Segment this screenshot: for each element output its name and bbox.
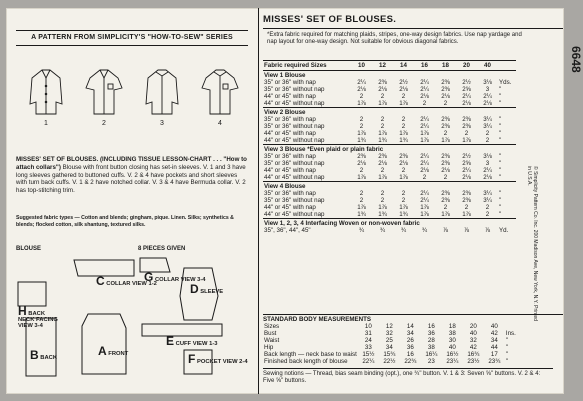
cell-value: 1¾ bbox=[378, 137, 387, 144]
cell-value: ¾ bbox=[400, 227, 407, 234]
view-drawings bbox=[16, 58, 248, 138]
row-label: 44" or 45" without nap bbox=[264, 174, 325, 181]
view-2-drawing bbox=[86, 70, 122, 114]
cell-value: 31 bbox=[364, 330, 372, 337]
row-label: Sizes bbox=[264, 323, 280, 330]
yardage-row bbox=[263, 130, 516, 137]
cell-value: 2 bbox=[359, 116, 364, 123]
cell-value: 1⅞ bbox=[441, 137, 450, 144]
row-unit: " bbox=[505, 351, 509, 358]
section-title-row bbox=[263, 145, 516, 154]
row-label: 35" or 36" with nap bbox=[264, 116, 316, 123]
measurement-row bbox=[263, 330, 523, 337]
yardage-row bbox=[263, 160, 516, 167]
cell-value: 34 bbox=[490, 337, 498, 344]
cell-value: 10 bbox=[351, 61, 372, 71]
view-number-3: 3 bbox=[160, 120, 164, 127]
yardage-body bbox=[263, 61, 516, 235]
cell-value: 3¼ bbox=[483, 190, 492, 197]
row-unit: " bbox=[499, 197, 502, 204]
row-label: 35" or 36" with nap bbox=[264, 190, 316, 197]
cell-value: 2 bbox=[443, 174, 448, 181]
row-label: Back length — neck base to waist bbox=[264, 351, 357, 358]
cell-value: 40 bbox=[469, 330, 477, 337]
cell-value: 3⅛ bbox=[483, 153, 492, 160]
cell-value: 2 bbox=[485, 130, 490, 137]
pattern-pieces bbox=[16, 256, 248, 392]
cell-value: 36 bbox=[406, 344, 414, 351]
description-lead: MISSES' SET OF BLOUSES. bbox=[16, 156, 99, 163]
standard-measurements bbox=[263, 314, 563, 365]
cell-value: 2⅛ bbox=[378, 86, 387, 93]
cell-value: 2 bbox=[359, 167, 364, 174]
pattern-number: 6648 bbox=[569, 46, 583, 73]
cell-value: 2⅛ bbox=[441, 167, 450, 174]
yardage-row bbox=[263, 167, 516, 174]
cell-value: 24 bbox=[364, 337, 372, 344]
piece-a-label: A FRONT bbox=[98, 344, 129, 358]
row-unit bbox=[498, 61, 516, 71]
row-unit bbox=[505, 323, 523, 330]
cell-value: 16½ bbox=[446, 351, 459, 358]
row-unit: " bbox=[499, 190, 502, 197]
view-4-drawing bbox=[202, 70, 238, 114]
row-label: Finished back length of blouse bbox=[264, 358, 348, 365]
yardage-row bbox=[263, 174, 516, 182]
cell-value: 2 bbox=[401, 190, 406, 197]
cell-value: 2¼ bbox=[420, 160, 429, 167]
cell-value: 2¼ bbox=[420, 190, 429, 197]
cell-value: 1⅞ bbox=[420, 130, 429, 137]
cell-value: 3⅛ bbox=[483, 79, 492, 86]
row-unit: Yds. bbox=[499, 79, 512, 86]
cell-value: ¾ bbox=[379, 227, 386, 234]
cell-value: 16¾ bbox=[467, 351, 480, 358]
cell-value: 2¼ bbox=[420, 116, 429, 123]
row-unit: " bbox=[505, 337, 509, 344]
yardage-row bbox=[263, 116, 516, 123]
cell-value: 1⅞ bbox=[399, 204, 408, 211]
cell-value: 17 bbox=[490, 351, 498, 358]
row-unit: " bbox=[499, 123, 502, 130]
cell-value: 2 bbox=[359, 197, 364, 204]
yardage-table bbox=[263, 60, 516, 234]
cell-value: 2 bbox=[485, 211, 490, 218]
cell-value: 1⅞ bbox=[357, 100, 366, 107]
row-unit: " bbox=[499, 116, 502, 123]
cell-value: 12 bbox=[372, 61, 393, 71]
cell-value: 2½ bbox=[462, 153, 471, 160]
cell-value: 3 bbox=[485, 160, 490, 167]
cell-value: 2 bbox=[401, 93, 406, 100]
cell-value: 2⅜ bbox=[441, 79, 450, 86]
cell-value: 2⅛ bbox=[399, 86, 408, 93]
view-number-1: 1 bbox=[44, 120, 48, 127]
cell-value: 3¼ bbox=[483, 116, 492, 123]
row-label: Waist bbox=[264, 337, 280, 344]
cell-value: 1⅞ bbox=[441, 211, 450, 218]
cell-value: 2⅜ bbox=[441, 197, 450, 204]
measurement-row bbox=[263, 323, 523, 330]
measurement-row bbox=[263, 337, 523, 344]
fabric-note: *Extra fabric required for matching plaids, stripes, one-way design fabrics. Use nap yardage and nap layout for one-way design. Not suitable for obvious diagonal fabrics. bbox=[267, 32, 522, 45]
yardage-row bbox=[263, 79, 516, 86]
cell-value: 15¾ bbox=[383, 351, 396, 358]
cell-value: 2⅜ bbox=[399, 153, 408, 160]
yardage-row bbox=[263, 123, 516, 130]
cell-value: 2 bbox=[359, 93, 364, 100]
cell-value: 34 bbox=[406, 330, 414, 337]
row-label: 44" or 45" without nap bbox=[264, 100, 325, 107]
cell-value: 2¼ bbox=[420, 86, 429, 93]
yardage-header-row bbox=[263, 61, 516, 71]
cell-value: 1⅞ bbox=[357, 174, 366, 181]
cell-value: 2¼ bbox=[420, 79, 429, 86]
cell-value: 1⅞ bbox=[399, 100, 408, 107]
pieces-heading bbox=[16, 246, 248, 252]
cell-value: 1⅞ bbox=[378, 204, 387, 211]
cell-value: 2 bbox=[380, 116, 385, 123]
row-label: 35" or 36" without nap bbox=[264, 160, 325, 167]
cell-value: 23½ bbox=[467, 358, 480, 365]
piece-h-label: H BACK NECK FACING VIEW 3-4 bbox=[18, 304, 58, 329]
cell-value: 2 bbox=[443, 100, 448, 107]
row-unit: " bbox=[499, 160, 502, 167]
cell-value: 33 bbox=[364, 344, 372, 351]
measurement-row bbox=[263, 344, 523, 351]
pieces-title: BLOUSE bbox=[16, 246, 42, 252]
row-unit: " bbox=[499, 174, 502, 181]
cell-value: 2⅝ bbox=[462, 160, 471, 167]
cell-value: 2⅛ bbox=[357, 160, 366, 167]
row-label: 44" or 45" with nap bbox=[264, 93, 316, 100]
row-unit: Ins. bbox=[505, 330, 516, 337]
cell-value: 38 bbox=[448, 330, 456, 337]
cell-value: 1⅞ bbox=[420, 204, 429, 211]
cell-value: 2⅛ bbox=[483, 100, 492, 107]
cell-value: 40 bbox=[477, 61, 498, 71]
cell-value: 2 bbox=[464, 130, 469, 137]
cell-value: 2 bbox=[401, 167, 406, 174]
cell-value: 1⅞ bbox=[420, 211, 429, 218]
row-label: 44" or 45" without nap bbox=[264, 211, 325, 218]
cell-value: 2⅛ bbox=[399, 160, 408, 167]
row-label: Fabric required Sizes bbox=[263, 61, 351, 71]
cell-value: 42 bbox=[490, 330, 498, 337]
pattern-envelope-back bbox=[6, 8, 583, 394]
cell-value: 2 bbox=[485, 204, 490, 211]
yardage-row bbox=[263, 100, 516, 108]
cell-value: 42 bbox=[469, 344, 477, 351]
suggested-fabrics: Suggested fabric types — Cotton and blends; gingham, pique. Linen. Silks; synthetics & blends; flocked cotton, silk shantung, textured silks. bbox=[16, 215, 234, 228]
cell-value: 2¼ bbox=[462, 167, 471, 174]
cell-value: 20 bbox=[469, 323, 477, 330]
cell-value: 1⅞ bbox=[357, 130, 366, 137]
cell-value: 18 bbox=[435, 61, 456, 71]
piece-f-label: F POCKET VIEW 2-4 bbox=[188, 352, 248, 366]
cell-value: 2¼ bbox=[357, 79, 366, 86]
cell-value: 15½ bbox=[362, 351, 375, 358]
section-title-row bbox=[263, 71, 516, 80]
cell-value: 3¼ bbox=[483, 123, 492, 130]
piece-d-label: D SLEEVE bbox=[190, 282, 224, 296]
cell-value: 2 bbox=[380, 197, 385, 204]
cell-value: 2¼ bbox=[420, 153, 429, 160]
yardage-row bbox=[263, 190, 516, 197]
cell-value: 2⅜ bbox=[441, 116, 450, 123]
cell-value: 2 bbox=[464, 204, 469, 211]
cell-value: 23 bbox=[427, 358, 435, 365]
cell-value: 2⅜ bbox=[378, 79, 387, 86]
cell-value: 2⅜ bbox=[441, 153, 450, 160]
description-text: Blouse with front button closing has set-in sleeves. V. 1 and 3 have long sleeves gathered to buttoned cuffs. V. 2 & 4 have pockets and short sleeves with turn back cuffs. V. 1 & 2 have notched collar. V. 3 & 4 have Bermuda collar. V. 2 has top-stitching trim. bbox=[16, 163, 246, 195]
cell-value: 18 bbox=[448, 323, 456, 330]
cell-value: 2 bbox=[443, 130, 448, 137]
cell-value: 26 bbox=[406, 337, 414, 344]
cell-value: 2⅛ bbox=[462, 100, 471, 107]
cell-value: 2 bbox=[380, 190, 385, 197]
cell-value: 2 bbox=[380, 123, 385, 130]
right-panel bbox=[258, 8, 583, 394]
cell-value: 2½ bbox=[399, 79, 408, 86]
cell-value: 2⅜ bbox=[441, 86, 450, 93]
cell-value: 2⅛ bbox=[420, 93, 429, 100]
row-unit: " bbox=[499, 86, 502, 93]
cell-value: 2¼ bbox=[483, 93, 492, 100]
row-label: 44" or 45" with nap bbox=[264, 167, 316, 174]
cell-value: 22¾ bbox=[404, 358, 417, 365]
cell-value: 1¾ bbox=[357, 137, 366, 144]
cell-value: ⅞ bbox=[442, 227, 449, 234]
cell-value: 2⅛ bbox=[483, 174, 492, 181]
row-unit: " bbox=[499, 204, 502, 211]
cell-value: 28 bbox=[427, 337, 435, 344]
cell-value: 3 bbox=[485, 86, 490, 93]
row-unit: " bbox=[505, 344, 509, 351]
cell-value: 1⅞ bbox=[378, 174, 387, 181]
cell-value: 32 bbox=[469, 337, 477, 344]
cell-value: 20 bbox=[456, 61, 477, 71]
cell-value: 2⅜ bbox=[462, 116, 471, 123]
measurements-table bbox=[263, 323, 523, 365]
cell-value: ¾ bbox=[421, 227, 428, 234]
yardage-row bbox=[263, 137, 516, 145]
view-number-4: 4 bbox=[218, 120, 222, 127]
cell-value: 2 bbox=[422, 174, 427, 181]
cell-value: 2½ bbox=[462, 79, 471, 86]
cell-value: 2 bbox=[443, 204, 448, 211]
row-label: 35" or 36" without nap bbox=[264, 123, 325, 130]
cell-value: 10 bbox=[364, 323, 372, 330]
cell-value: 2¼ bbox=[462, 93, 471, 100]
cell-value: 2 bbox=[380, 93, 385, 100]
cell-value: 1⅞ bbox=[378, 100, 387, 107]
yardage-row bbox=[263, 197, 516, 204]
cell-value: 2 bbox=[422, 100, 427, 107]
cell-value: 2¼ bbox=[420, 197, 429, 204]
left-panel bbox=[6, 8, 258, 394]
cell-value: 36 bbox=[427, 330, 435, 337]
row-label: 35" or 36" with nap bbox=[264, 79, 316, 86]
cell-value: 2 bbox=[401, 123, 406, 130]
row-label: 35", 36", 44", 45" bbox=[264, 227, 311, 234]
cell-value: 44 bbox=[490, 344, 498, 351]
cell-value: 2⅛ bbox=[462, 174, 471, 181]
row-unit: " bbox=[505, 358, 509, 365]
section-title: View 3 Blouse *Even plaid or plain fabric bbox=[263, 145, 516, 154]
row-unit: " bbox=[499, 153, 502, 160]
series-header: A PATTERN FROM SIMPLICITY'S "HOW-TO-SEW" SERIES bbox=[16, 30, 248, 46]
measurement-row bbox=[263, 351, 523, 358]
piece-g-label: G COLLAR VIEW 3-4 bbox=[144, 270, 206, 284]
cell-value: 1¾ bbox=[357, 211, 366, 218]
cell-value: 1⅞ bbox=[399, 130, 408, 137]
cell-value: 12 bbox=[385, 323, 393, 330]
cell-value: 2⅜ bbox=[357, 153, 366, 160]
cell-value: 2⅝ bbox=[462, 86, 471, 93]
cell-value: 14 bbox=[393, 61, 414, 71]
cell-value: 2 bbox=[359, 190, 364, 197]
row-label: 44" or 45" with nap bbox=[264, 130, 316, 137]
section-title-row bbox=[263, 182, 516, 191]
cell-value: 1⅞ bbox=[420, 137, 429, 144]
copyright-line: © Simplicity Pattern Co. Inc. 200 Madison Ave, New York, N.Y. Printed in U.S.A. bbox=[526, 166, 538, 321]
measurement-row bbox=[263, 358, 523, 365]
cell-value: 1⅞ bbox=[378, 130, 387, 137]
cell-value: 25 bbox=[385, 337, 393, 344]
row-label: 44" or 45" with nap bbox=[264, 204, 316, 211]
cell-value: 2⅛ bbox=[357, 86, 366, 93]
row-label: Hip bbox=[264, 344, 274, 351]
section-title: View 4 Blouse bbox=[263, 182, 516, 191]
cell-value: 22½ bbox=[383, 358, 396, 365]
cell-value: 3¼ bbox=[483, 197, 492, 204]
interfacing-row bbox=[263, 227, 516, 234]
cell-value: 1¾ bbox=[399, 211, 408, 218]
row-label: Bust bbox=[264, 330, 277, 337]
cell-value: 23¼ bbox=[446, 358, 459, 365]
row-unit: " bbox=[499, 100, 502, 107]
cell-value: 1⅞ bbox=[357, 204, 366, 211]
yardage-row bbox=[263, 93, 516, 100]
cell-value: 2⅛ bbox=[441, 93, 450, 100]
section-title-row bbox=[263, 108, 516, 117]
standard-title: STANDARD BODY MEASUREMENTS bbox=[263, 314, 563, 323]
cell-value: 16 bbox=[406, 351, 414, 358]
cell-value: 30 bbox=[448, 337, 456, 344]
cell-value: ⅞ bbox=[463, 227, 470, 234]
row-unit: " bbox=[499, 130, 502, 137]
yardage-row bbox=[263, 211, 516, 219]
cell-value: 32 bbox=[385, 330, 393, 337]
cell-value: 2 bbox=[401, 116, 406, 123]
view-number-2: 2 bbox=[102, 120, 106, 127]
cell-value: 2⅜ bbox=[462, 190, 471, 197]
yardage-row bbox=[263, 153, 516, 160]
row-label: 44" or 45" without nap bbox=[264, 137, 325, 144]
view-1-drawing bbox=[30, 70, 62, 114]
cell-value: 2 bbox=[380, 167, 385, 174]
cell-value: 1⅞ bbox=[399, 174, 408, 181]
description-lead-2: (INCLUDING TISSUE LESSON-CHART . . . "How to attach collars") bbox=[16, 156, 247, 171]
pieces-given: 8 PIECES GIVEN bbox=[138, 246, 186, 252]
piece-h-shape bbox=[18, 282, 46, 306]
row-unit: " bbox=[499, 211, 502, 218]
cell-value: 1⅞ bbox=[462, 211, 471, 218]
section-title: View 2 Blouse bbox=[263, 108, 516, 117]
cell-value: 2⅜ bbox=[441, 190, 450, 197]
cell-value: 38 bbox=[427, 344, 435, 351]
measurements-body bbox=[263, 323, 523, 365]
row-label: 35" or 36" without nap bbox=[264, 197, 325, 204]
row-label: 35" or 36" with nap bbox=[264, 153, 316, 160]
cell-value: 23¾ bbox=[488, 358, 501, 365]
cell-value: ⅞ bbox=[484, 227, 491, 234]
cell-value: 2⅛ bbox=[420, 167, 429, 174]
cell-value: 16 bbox=[414, 61, 435, 71]
cell-value: 1⅞ bbox=[462, 137, 471, 144]
cell-value: 2¼ bbox=[420, 123, 429, 130]
piece-e-shape bbox=[142, 324, 222, 336]
cell-value: 22¼ bbox=[362, 358, 375, 365]
cell-value: 34 bbox=[385, 344, 393, 351]
row-label: 35" or 36" without nap bbox=[264, 86, 325, 93]
cell-value: 2 bbox=[485, 137, 490, 144]
cell-value: 40 bbox=[490, 323, 498, 330]
cell-value: ¾ bbox=[358, 227, 365, 234]
cell-value: 2¼ bbox=[483, 167, 492, 174]
cell-value: 2⅜ bbox=[441, 160, 450, 167]
row-unit: Yd. bbox=[499, 227, 509, 234]
cell-value: 2⅜ bbox=[462, 123, 471, 130]
yardage-title: MISSES' SET OF BLOUSES. bbox=[263, 12, 563, 29]
cell-value: 16 bbox=[427, 323, 435, 330]
piece-b-label: B BACK bbox=[30, 348, 58, 362]
row-unit: " bbox=[499, 93, 502, 100]
cell-value: 16¼ bbox=[425, 351, 438, 358]
view-illustrations bbox=[16, 58, 248, 138]
interfacing-title: View 1, 2, 3, 4 Interfacing Woven or non-woven fabric bbox=[263, 219, 516, 228]
cell-value: 2⅛ bbox=[378, 160, 387, 167]
cell-value: 40 bbox=[448, 344, 456, 351]
cell-value: 1¾ bbox=[399, 137, 408, 144]
cell-value: 2 bbox=[401, 197, 406, 204]
section-title: View 1 Blouse bbox=[263, 71, 516, 80]
view-3-drawing bbox=[146, 70, 178, 114]
yardage-row bbox=[263, 204, 516, 211]
cell-value: 14 bbox=[406, 323, 414, 330]
interfacing-title-row bbox=[263, 219, 516, 228]
sewing-notions: Sewing notions — Thread, bias seam binding (opt.), one ¾" button. V. 1 & 3: Seven ⅝" buttons. V. 2 & 4: Five ⅝" buttons. bbox=[263, 368, 553, 385]
cell-value: 1¾ bbox=[378, 211, 387, 218]
cell-value: 2⅜ bbox=[378, 153, 387, 160]
cell-value: 2⅜ bbox=[462, 197, 471, 204]
row-unit: " bbox=[499, 167, 502, 174]
cell-value: 2 bbox=[359, 123, 364, 130]
yardage-row bbox=[263, 86, 516, 93]
pattern-description bbox=[16, 156, 248, 195]
piece-c-label: C COLLAR VIEW 1-2 bbox=[96, 274, 157, 288]
cell-value: 2⅜ bbox=[441, 123, 450, 130]
row-unit: " bbox=[499, 137, 502, 144]
piece-e-label: E CUFF VIEW 1-3 bbox=[166, 334, 218, 348]
